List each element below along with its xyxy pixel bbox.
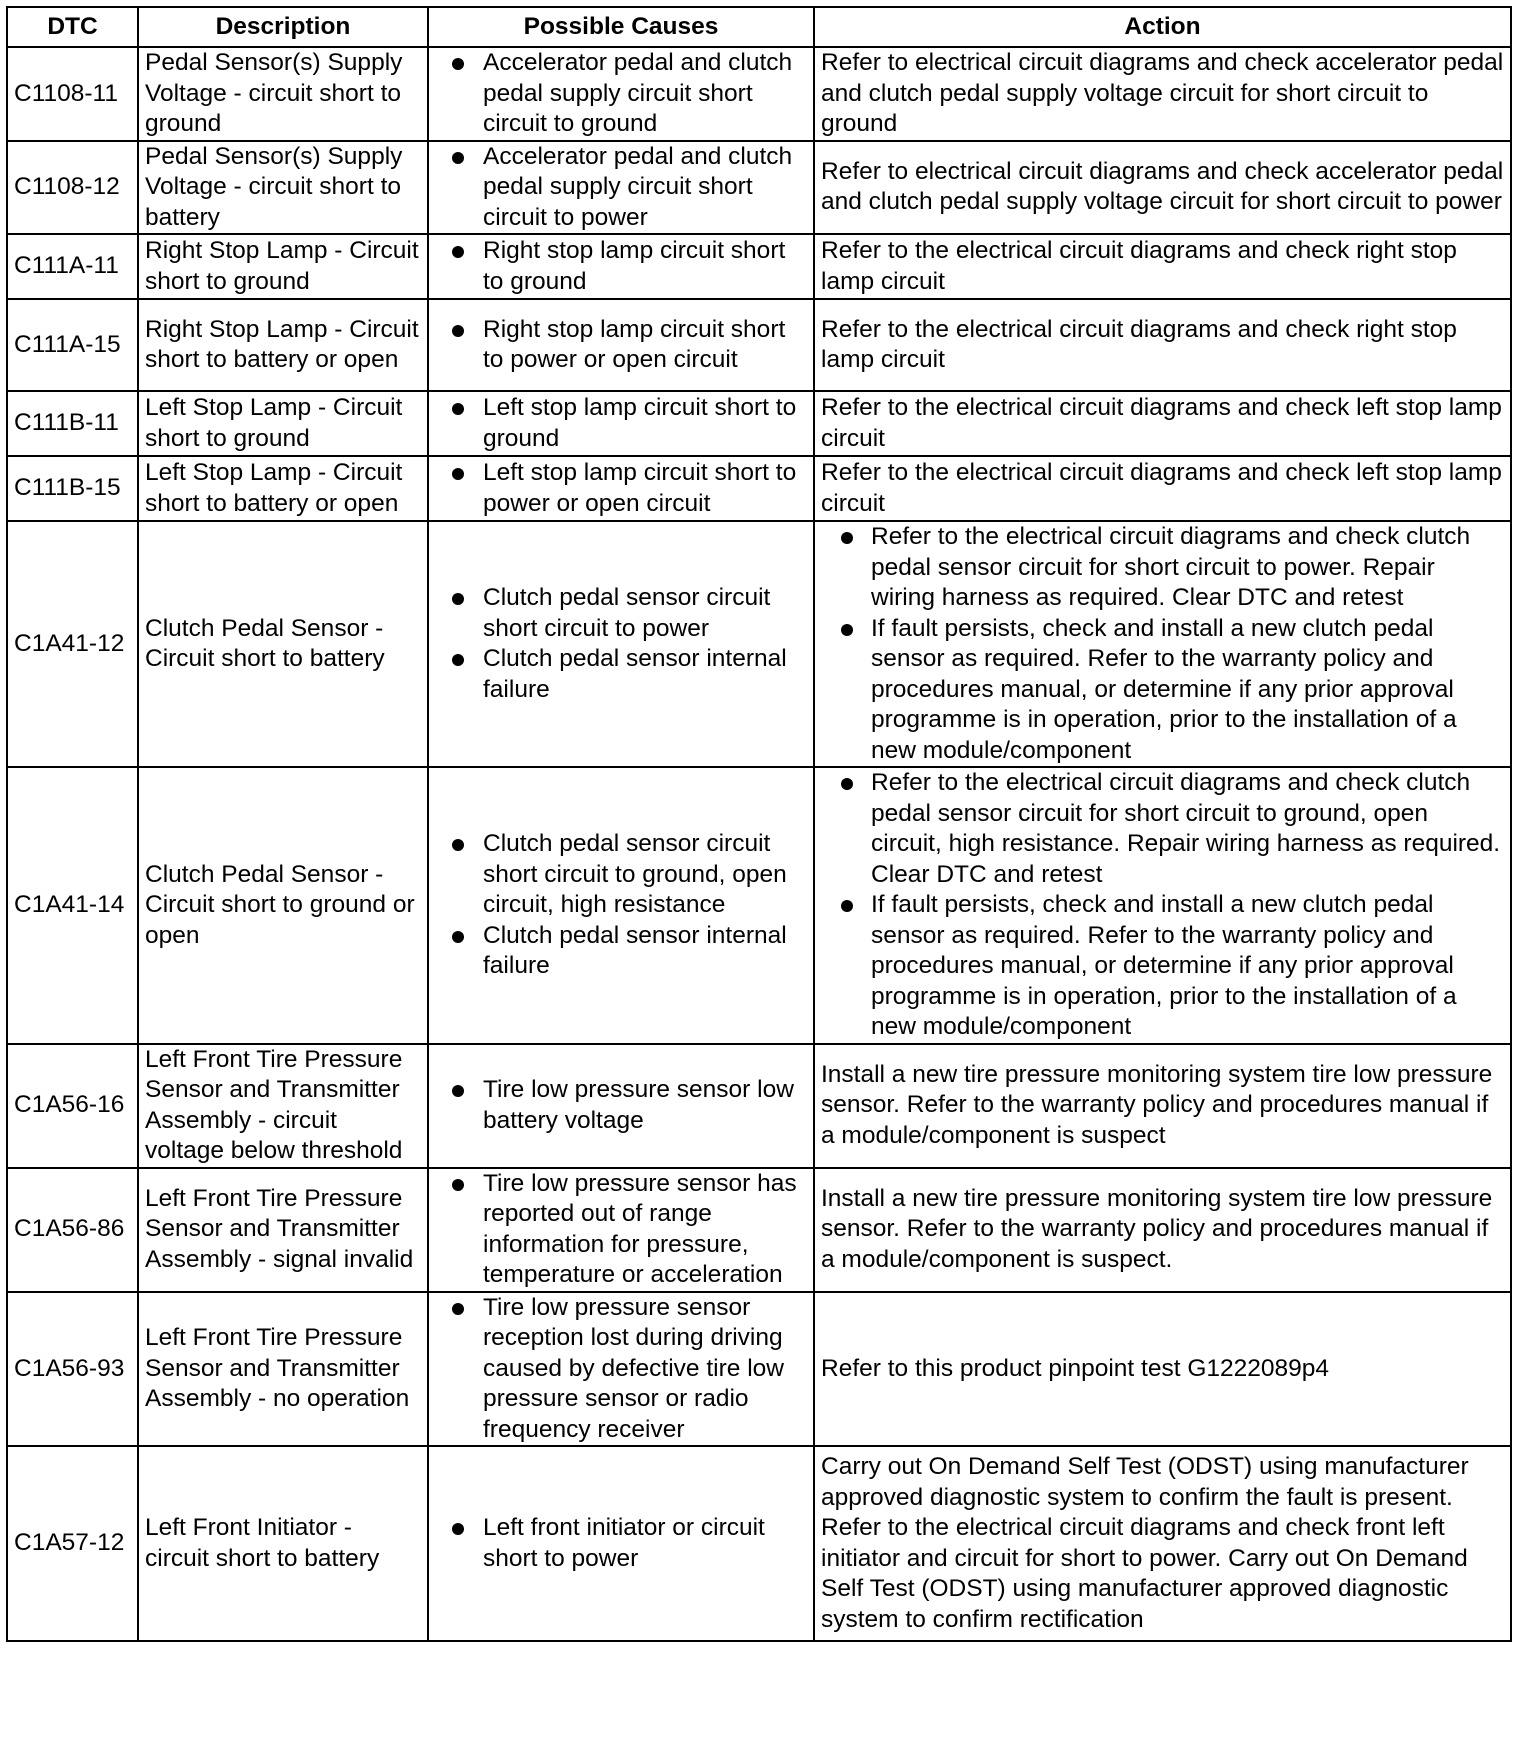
description-cell: Left Front Tire Pressure Sensor and Transmitter Assembly - no operation (138, 1292, 428, 1447)
description-cell: Right Stop Lamp - Circuit short to battery or open (138, 299, 428, 391)
description-cell: Clutch Pedal Sensor - Circuit short to ground or open (138, 767, 428, 1044)
header-dtc: DTC (7, 7, 138, 47)
action-item: Refer to the electrical circuit diagrams and check clutch pedal sensor circuit for short circuit to ground, open circuit, high resistance. Repair wiring harness as required. Clear DTC and retest (821, 768, 1504, 890)
causes-cell (428, 1446, 814, 1641)
causes-cell (428, 299, 814, 391)
dtc-code: C1108-11 (7, 47, 138, 141)
header-description: Description (138, 7, 428, 47)
cause-item: Accelerator pedal and clutch pedal supply circuit short circuit to ground (435, 48, 807, 140)
table-body (7, 47, 1511, 1641)
cause-item: Left front initiator or circuit short to power (435, 1513, 807, 1574)
dtc-code: C111A-11 (7, 234, 138, 299)
table-row (7, 391, 1511, 456)
causes-cell (428, 456, 814, 521)
description-cell: Pedal Sensor(s) Supply Voltage - circuit short to battery (138, 141, 428, 235)
action-list (821, 522, 1504, 766)
action-cell: Install a new tire pressure monitoring system tire low pressure sensor. Refer to the warranty policy and procedures manual if a module/component is suspect. (814, 1168, 1511, 1292)
table-row (7, 1292, 1511, 1447)
causes-list (435, 1075, 807, 1136)
dtc-code: C1A41-14 (7, 767, 138, 1044)
table-row (7, 456, 1511, 521)
causes-cell (428, 1168, 814, 1292)
action-item: If fault persists, check and install a new clutch pedal sensor as required. Refer to the warranty policy and procedures manual, or determine if any prior approval programme is in operation, prior to the installation of a new module/component (821, 614, 1504, 767)
causes-list (435, 1293, 807, 1446)
description-cell: Pedal Sensor(s) Supply Voltage - circuit short to ground (138, 47, 428, 141)
table-row (7, 47, 1511, 141)
cause-item: Clutch pedal sensor circuit short circuit to power (435, 583, 807, 644)
cause-item: Clutch pedal sensor internal failure (435, 921, 807, 982)
cause-item: Tire low pressure sensor low battery voltage (435, 1075, 807, 1136)
dtc-code: C1108-12 (7, 141, 138, 235)
action-cell: Refer to the electrical circuit diagrams and check right stop lamp circuit (814, 234, 1511, 299)
cause-item: Left stop lamp circuit short to power or open circuit (435, 458, 807, 519)
description-cell: Left Front Initiator - circuit short to battery (138, 1446, 428, 1641)
causes-list (435, 583, 807, 705)
dtc-code: C1A57-12 (7, 1446, 138, 1641)
action-item: Refer to the electrical circuit diagrams and check clutch pedal sensor circuit for short circuit to power. Repair wiring harness as required. Clear DTC and retest (821, 522, 1504, 614)
table-row (7, 234, 1511, 299)
dtc-code: C1A41-12 (7, 521, 138, 767)
causes-list (435, 142, 807, 234)
cause-item: Left stop lamp circuit short to ground (435, 393, 807, 454)
header-possible-causes: Possible Causes (428, 7, 814, 47)
description-cell: Left Stop Lamp - Circuit short to battery or open (138, 456, 428, 521)
causes-cell (428, 1292, 814, 1447)
cause-item: Clutch pedal sensor internal failure (435, 644, 807, 705)
dtc-code: C111A-15 (7, 299, 138, 391)
causes-list (435, 393, 807, 454)
description-cell: Right Stop Lamp - Circuit short to ground (138, 234, 428, 299)
dtc-table (6, 6, 1512, 1642)
causes-list (435, 1513, 807, 1574)
action-cell: Refer to the electrical circuit diagrams and check right stop lamp circuit (814, 299, 1511, 391)
causes-cell (428, 234, 814, 299)
causes-cell (428, 1044, 814, 1168)
causes-list (435, 458, 807, 519)
causes-cell (428, 391, 814, 456)
description-cell: Clutch Pedal Sensor - Circuit short to battery (138, 521, 428, 767)
causes-list (435, 236, 807, 297)
description-cell: Left Stop Lamp - Circuit short to ground (138, 391, 428, 456)
cause-item: Right stop lamp circuit short to power or open circuit (435, 315, 807, 376)
table-row (7, 1168, 1511, 1292)
action-cell: Refer to this product pinpoint test G1222089p4 (814, 1292, 1511, 1447)
causes-cell (428, 141, 814, 235)
action-cell (814, 767, 1511, 1044)
description-cell: Left Front Tire Pressure Sensor and Transmitter Assembly - circuit voltage below threshold (138, 1044, 428, 1168)
causes-list (435, 315, 807, 376)
action-item: If fault persists, check and install a new clutch pedal sensor as required. Refer to the warranty policy and procedures manual, or determine if any prior approval programme is in operation, prior to the installation of a new module/component (821, 890, 1504, 1043)
dtc-code: C1A56-16 (7, 1044, 138, 1168)
action-cell (814, 521, 1511, 767)
table-row (7, 767, 1511, 1044)
table-row (7, 141, 1511, 235)
table-row (7, 521, 1511, 767)
action-cell: Carry out On Demand Self Test (ODST) using manufacturer approved diagnostic system to confirm the fault is present. Refer to the electrical circuit diagrams and check front left initiator and circuit for short to power. Carry out On Demand Self Test (ODST) using manufacturer approved diagnostic system to confirm rectification (814, 1446, 1511, 1641)
dtc-code: C1A56-93 (7, 1292, 138, 1447)
causes-list (435, 1169, 807, 1291)
cause-item: Tire low pressure sensor reception lost during driving caused by defective tire low pressure sensor or radio frequency receiver (435, 1293, 807, 1446)
action-cell: Refer to the electrical circuit diagrams and check left stop lamp circuit (814, 456, 1511, 521)
causes-cell (428, 767, 814, 1044)
action-cell: Refer to electrical circuit diagrams and check accelerator pedal and clutch pedal supply voltage circuit for short circuit to power (814, 141, 1511, 235)
action-list (821, 768, 1504, 1043)
table-row (7, 1044, 1511, 1168)
causes-cell (428, 47, 814, 141)
causes-cell (428, 521, 814, 767)
table-header (7, 7, 1511, 47)
header-row (7, 7, 1511, 47)
table-row (7, 299, 1511, 391)
action-cell: Refer to electrical circuit diagrams and check accelerator pedal and clutch pedal supply voltage circuit for short circuit to ground (814, 47, 1511, 141)
table-row (7, 1446, 1511, 1641)
action-cell: Install a new tire pressure monitoring system tire low pressure sensor. Refer to the warranty policy and procedures manual if a module/component is suspect (814, 1044, 1511, 1168)
header-action: Action (814, 7, 1511, 47)
cause-item: Clutch pedal sensor circuit short circuit to ground, open circuit, high resistance (435, 829, 807, 921)
dtc-code: C111B-15 (7, 456, 138, 521)
action-cell: Refer to the electrical circuit diagrams and check left stop lamp circuit (814, 391, 1511, 456)
cause-item: Tire low pressure sensor has reported out of range information for pressure, temperature or acceleration (435, 1169, 807, 1291)
description-cell: Left Front Tire Pressure Sensor and Transmitter Assembly - signal invalid (138, 1168, 428, 1292)
causes-list (435, 829, 807, 982)
cause-item: Accelerator pedal and clutch pedal supply circuit short circuit to power (435, 142, 807, 234)
dtc-code: C1A56-86 (7, 1168, 138, 1292)
causes-list (435, 48, 807, 140)
cause-item: Right stop lamp circuit short to ground (435, 236, 807, 297)
dtc-code: C111B-11 (7, 391, 138, 456)
